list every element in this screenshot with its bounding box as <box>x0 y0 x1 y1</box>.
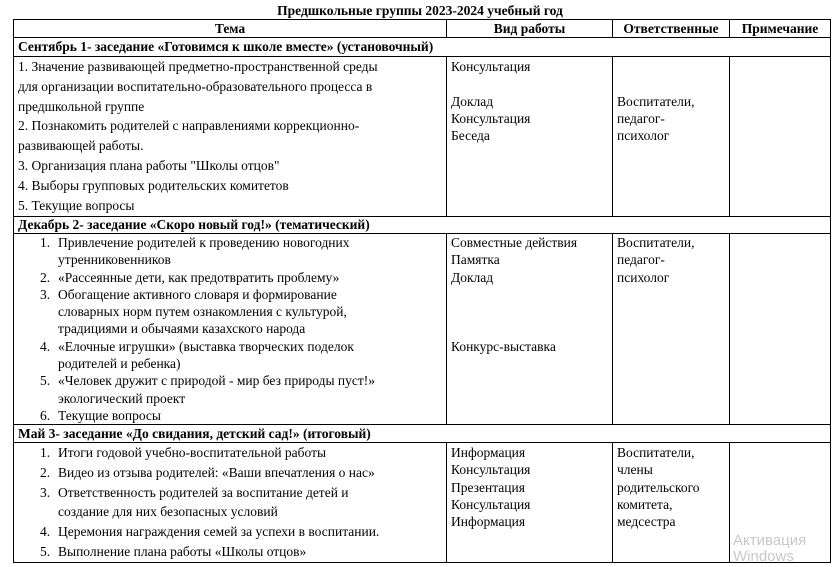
topic-line: 1. Значение развивающей предметно-пространственной среды <box>18 59 378 74</box>
topic-item: 3. Ответственность родителей за воспитание детей и создание для них безопасных условий <box>40 484 349 520</box>
section-topics-september <box>18 57 378 215</box>
topic-item: 3. Обогащение активного словаря и формирование словарных норм путем ознакомления с культурой, традициями и обычаями казахского народа <box>40 286 347 337</box>
responsible-line: медсестра <box>617 514 676 530</box>
responsible-line: психолог <box>617 128 670 144</box>
work-type: Доклад <box>451 269 494 285</box>
topic-item: 6. Текущие вопросы <box>40 407 161 423</box>
work-type: Беседа <box>451 128 490 144</box>
section-topics-december <box>14 234 375 424</box>
work-type: Совместные действия <box>451 235 578 250</box>
responsible-september <box>617 93 694 145</box>
responsible-line: Воспитатели, <box>617 445 695 460</box>
document-title: Предшкольные группы 2023-2024 учебный год <box>277 3 563 18</box>
topic-line: для организации воспитательно-образовательного процесса в <box>18 78 373 94</box>
topic-line: 2. Познакомить родителей с направлениями коррекционно- <box>18 118 360 134</box>
responsible-line: психолог <box>617 269 670 285</box>
responsible-line: комитета, <box>617 496 673 512</box>
work-type: Презентация <box>451 479 525 495</box>
header-responsible: Ответственные <box>623 21 719 36</box>
work-type: Доклад <box>451 93 494 109</box>
header-note: Примечание <box>741 21 819 36</box>
responsible-december <box>617 234 694 286</box>
work-type: Информация <box>451 445 526 460</box>
section-heading-may: Май 3- заседание «До свидания, детский сад!» (итоговый) <box>18 426 371 441</box>
topic-item: 4. Церемония награждения семей за успехи в воспитании. <box>40 524 380 540</box>
section-heading-september: Сентябрь 1- заседание «Готовимся к школе вместе» (установочный) <box>18 39 434 54</box>
topic-item: 5. «Человек дружит с природой - мир без природы пуст!» экологический проект <box>40 373 376 406</box>
topic-item: 1. Привлечение родителей к проведению новогодних утренниковенников <box>40 235 350 268</box>
windows-activation-watermark: Активация Windows <box>733 532 807 565</box>
topic-item: 5. Выполнение плана работы «Школы отцов» <box>40 543 307 559</box>
work-type: Консультация <box>451 59 531 74</box>
responsible-line: родительского <box>617 479 700 495</box>
header-work-type: Вид работы <box>493 21 566 36</box>
section-heading-december: Декабрь 2- заседание «Скоро новый год!» (тематический) <box>18 217 370 232</box>
topic-item: 1. Итоги годовой учебно-воспитательной работы <box>40 445 327 460</box>
header-topic: Тема <box>214 21 246 36</box>
responsible-line: Воспитатели, <box>617 93 695 109</box>
topic-line: 5. Текущие вопросы <box>18 197 135 213</box>
work-type: Памятка <box>451 252 500 268</box>
topic-item: 4. «Елочные игрушки» (выставка творческих поделок родителей и ребенка) <box>40 338 354 372</box>
responsible-line: Воспитатели, <box>617 235 695 250</box>
topic-item: 2. Видео из отзыва родителей: «Ваши впечатления о нас» <box>40 464 375 480</box>
work-type: Консультация <box>451 110 531 126</box>
responsible-line: педагог- <box>617 110 665 126</box>
section-topics-may <box>14 443 379 562</box>
topic-line: развивающей работы. <box>18 138 144 154</box>
responsible-line: педагог- <box>617 252 665 268</box>
work-type: Консультация <box>451 462 531 478</box>
work-type: Конкурс-выставка <box>451 338 556 354</box>
topic-line: предшкольной группе <box>18 98 145 114</box>
topic-line: 4. Выборы групповых родительских комитетов <box>18 177 289 193</box>
work-types-september <box>451 58 530 144</box>
topic-line: 3. Организация плана работы "Школы отцов" <box>18 157 280 173</box>
topic-item: 2. «Рассеянные дети, как предотвратить проблему» <box>40 269 340 285</box>
work-types-may <box>451 444 530 530</box>
work-types-december <box>451 234 577 355</box>
work-type: Консультация <box>451 496 531 512</box>
responsible-line: члены <box>617 462 653 478</box>
responsible-may <box>617 444 700 530</box>
work-type: Информация <box>451 514 526 530</box>
